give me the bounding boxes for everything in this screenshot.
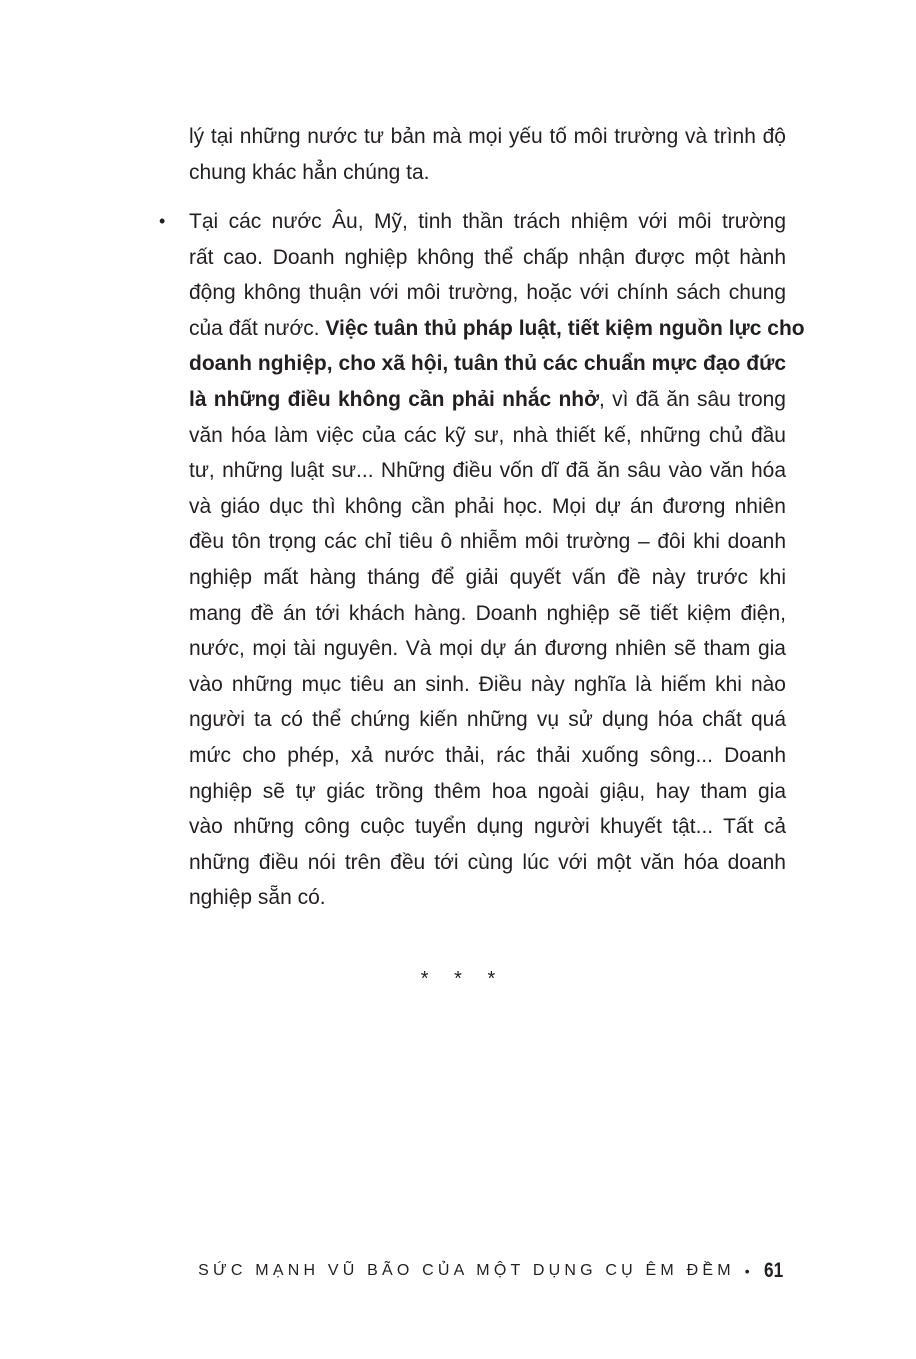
bullet-marker: • <box>159 211 166 231</box>
section-separator: * * * <box>420 968 506 990</box>
paragraph-line: nghiệp sẵn có. <box>189 886 326 910</box>
paragraph-line: tư, những luật sư... Những điều vốn dĩ đã ăn sâu vào văn hóa <box>189 459 786 483</box>
page-number: 61 <box>763 1259 783 1282</box>
paragraph-line: của đất nước. Việc tuân thủ pháp luật, tiết kiệm nguồn lực cho <box>189 316 805 340</box>
paragraph-line: văn hóa làm việc của các kỹ sư, nhà thiết kế, những chủ đầu <box>189 423 786 447</box>
emphasized-text: doanh nghiệp, cho xã hội, tuân thủ các chuẩn mực đạo đức <box>189 352 786 376</box>
paragraph-line: nghiệp sẽ tự giác trồng thêm hoa ngoài giậu, hay tham gia <box>189 779 786 803</box>
paragraph-line: những điều nói trên đều tới cùng lúc với một văn hóa doanh <box>189 850 786 874</box>
bullet-paragraph <box>159 204 805 916</box>
paragraph-line: nước, mọi tài nguyên. Và mọi dự án đương nhiên sẽ tham gia <box>189 637 786 661</box>
emphasized-text: là những điều không cần phải nhắc nhở <box>189 387 600 411</box>
paragraph-line: đều tôn trọng các chỉ tiêu ô nhiễm môi trường – đôi khi doanh <box>189 530 786 554</box>
footer-dot-icon: • <box>744 1263 750 1279</box>
paragraph-line: lý tại những nước tư bản mà mọi yếu tố môi trường và trình độ <box>189 125 786 148</box>
paragraph-line: là những điều không cần phải nhắc nhở, vì đã ăn sâu trong <box>189 387 786 411</box>
paragraph-line: mang đề án tới khách hàng. Doanh nghiệp sẽ tiết kiệm điện, <box>189 601 786 625</box>
paragraph-line: người ta có thể chứng kiến những vụ sử dụng hóa chất quá <box>189 708 786 732</box>
paragraph-line: vào những công cuộc tuyển dụng người khuyết tật... Tất cả <box>189 815 786 839</box>
paragraph-line: và giáo dục thì không cần phải học. Mọi dự án đương nhiên <box>189 494 786 518</box>
emphasized-text: Việc tuân thủ pháp luật, tiết kiệm nguồn lực cho <box>325 316 805 340</box>
page-footer <box>198 1256 787 1286</box>
paragraph-line: nghiệp mất hàng tháng để giải quyết vấn đề này trước khi <box>189 565 786 589</box>
paragraph-line: mức cho phép, xả nước thải, rác thải xuống sông... Doanh <box>189 743 786 767</box>
paragraph-line <box>189 346 786 382</box>
paragraph-line: Tại các nước Âu, Mỹ, tinh thần trách nhiệm với môi trường <box>189 210 786 233</box>
paragraph-line: động không thuận với môi trường, hoặc với chính sách chung <box>189 281 786 305</box>
paragraph-line: vào những mục tiêu an sinh. Điều này nghĩa là hiếm khi nào <box>189 672 786 696</box>
paragraph-line: rất cao. Doanh nghiệp không thể chấp nhận được một hành <box>189 245 786 269</box>
continued-paragraph <box>189 119 786 190</box>
running-title: SỨC MẠNH VŨ BÃO CỦA MỘT DỤNG CỤ ÊM ĐỀM <box>198 1262 735 1279</box>
paragraph-line: chung khác hẳn chúng ta. <box>189 160 430 184</box>
